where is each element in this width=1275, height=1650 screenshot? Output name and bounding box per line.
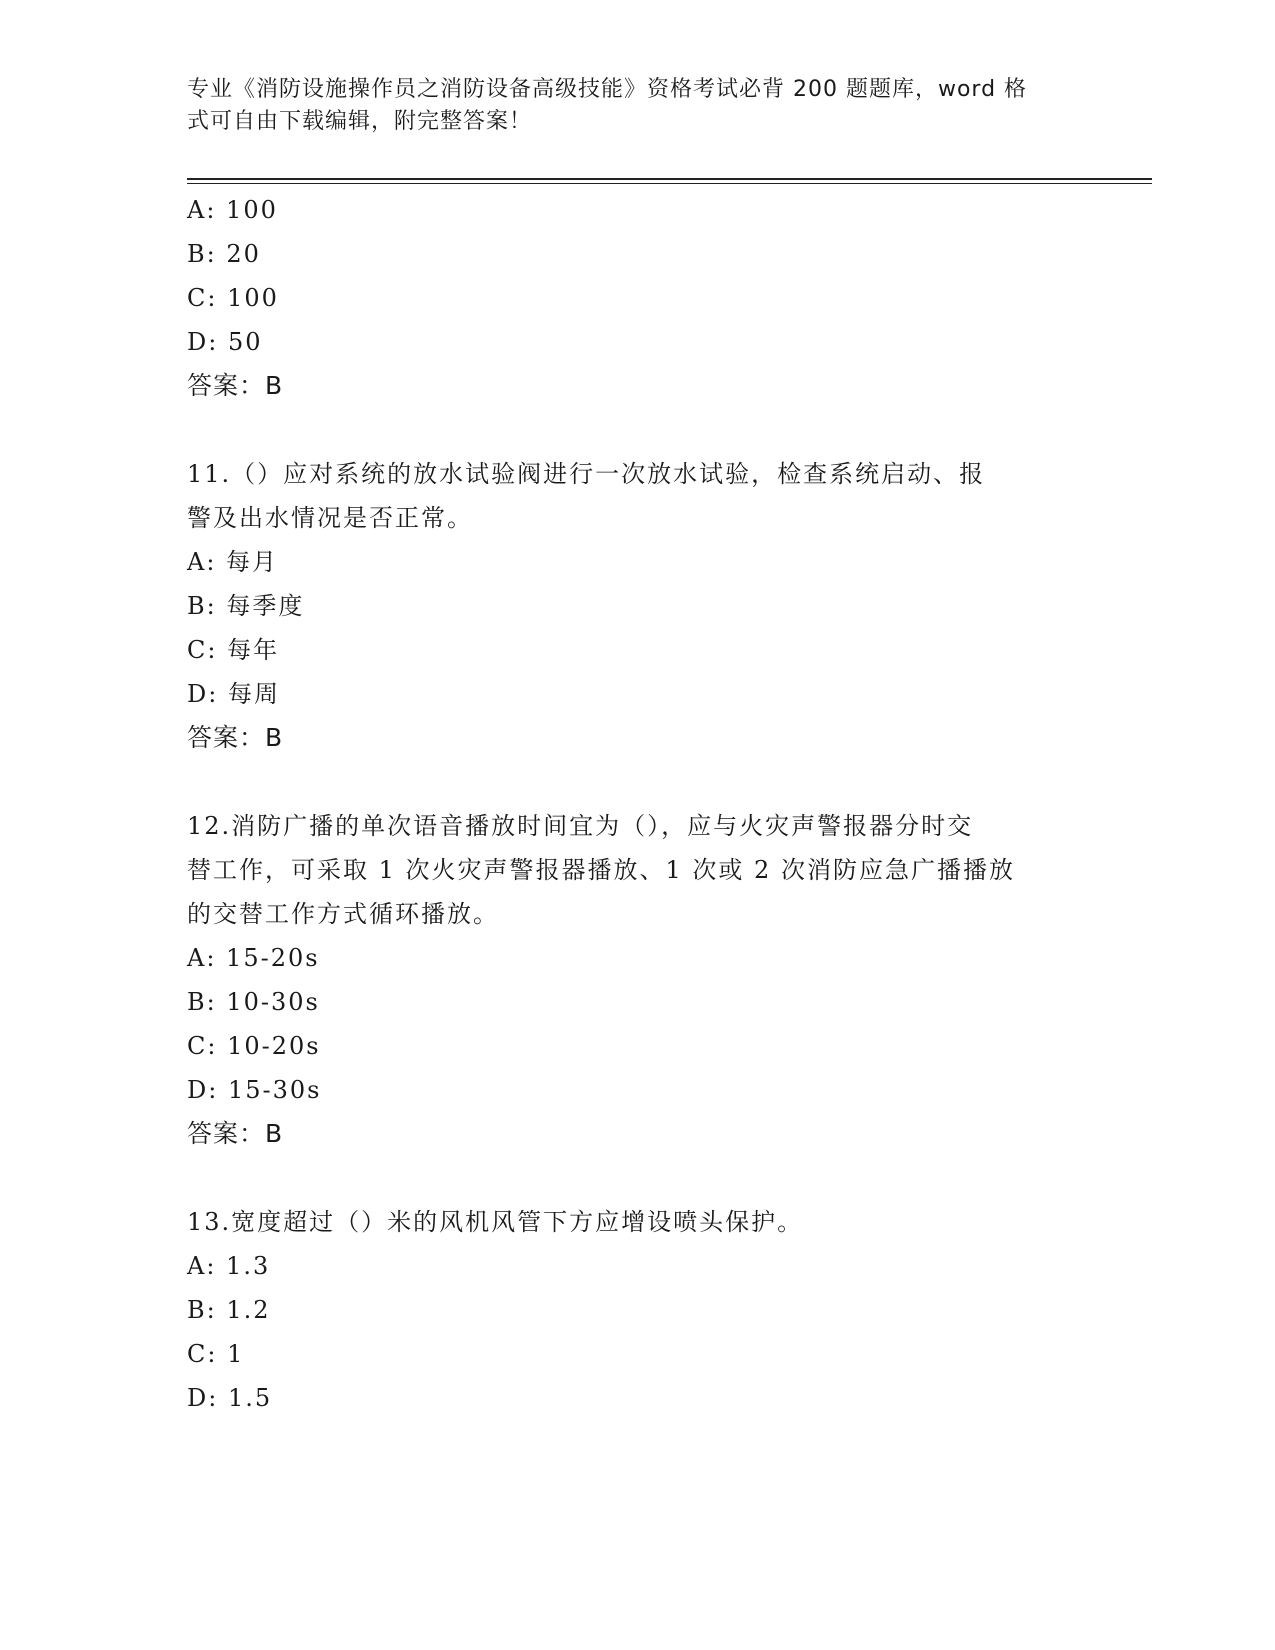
q10-option-a: A: 100 [187, 196, 278, 224]
header-line-1: 专业《消防设施操作员之消防设备高级技能》资格考试必背 200 题题库，word 格 [187, 77, 1028, 102]
q12-stem-line-3: 的交替工作方式循环播放。 [187, 900, 499, 928]
q11-stem-line-2: 警及出水情况是否正常。 [187, 504, 473, 532]
q11-option-d: D: 每周 [187, 680, 280, 708]
q11-option-b: B: 每季度 [187, 592, 305, 620]
q11-answer: 答案：B [187, 723, 284, 752]
q12-option-d: D: 15-30s [187, 1076, 322, 1104]
q12-stem-line-1: 12.消防广播的单次语音播放时间宜为（），应与火灾声警报器分时交 [187, 812, 974, 840]
q11-option-a: A: 每月 [187, 548, 279, 576]
q12-option-b: B: 10-30s [187, 988, 320, 1016]
q12-stem-line-2: 替工作，可采取 1 次火灾声警报器播放、1 次或 2 次消防应急广播播放 [187, 856, 1015, 884]
q13-option-b: B: 1.2 [187, 1296, 271, 1324]
header-divider-thick [187, 178, 1152, 180]
header-line-2: 式可自由下载编辑，附完整答案！ [187, 109, 533, 134]
q10-option-b: B: 20 [187, 240, 261, 268]
q12-option-a: A: 15-20s [187, 944, 320, 972]
header-divider-thin [187, 183, 1152, 184]
document-header [187, 74, 1067, 138]
q11-option-c: C: 每年 [187, 636, 280, 664]
q10-option-c: C: 100 [187, 284, 279, 312]
q11-stem-line-1: 11.（）应对系统的放水试验阀进行一次放水试验，检查系统启动、报 [187, 460, 986, 488]
q10-answer: 答案：B [187, 371, 284, 400]
q13-stem-line-1: 13.宽度超过（）米的风机风管下方应增设喷头保护。 [187, 1208, 804, 1236]
q12-option-c: C: 10-20s [187, 1032, 321, 1060]
q13-option-c: C: 1 [187, 1340, 245, 1368]
q13-option-a: A: 1.3 [187, 1252, 271, 1280]
q10-option-d: D: 50 [187, 328, 263, 356]
q12-answer: 答案：B [187, 1119, 284, 1148]
q13-option-d: D: 1.5 [187, 1384, 273, 1412]
